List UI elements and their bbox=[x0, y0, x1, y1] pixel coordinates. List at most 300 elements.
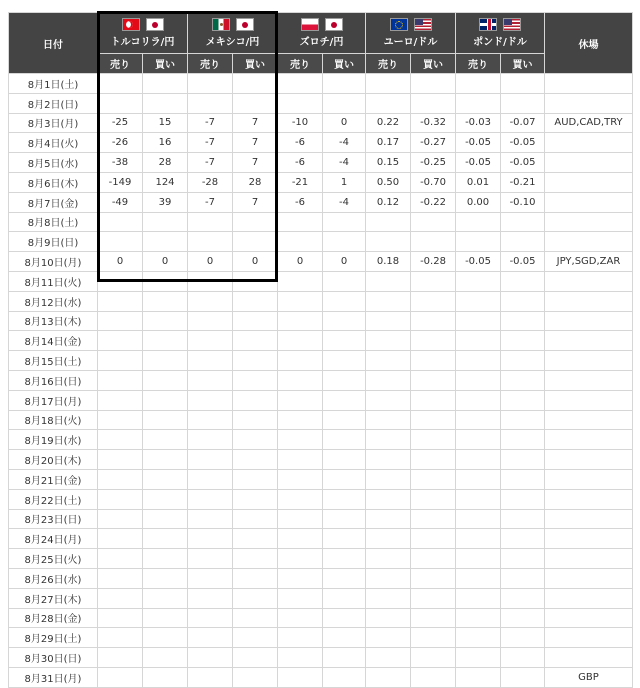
buy-value-cell bbox=[323, 529, 366, 549]
sell-value-cell: -0.03 bbox=[456, 113, 501, 133]
buy-value-cell bbox=[233, 549, 278, 569]
holiday-cell bbox=[545, 509, 633, 529]
sell-value-cell: 0 bbox=[278, 252, 323, 272]
table-row bbox=[9, 588, 633, 608]
buy-value-cell bbox=[501, 351, 545, 371]
buy-value-cell bbox=[233, 608, 278, 628]
buy-value-cell: 7 bbox=[233, 113, 278, 133]
buy-value-cell bbox=[411, 232, 456, 252]
buy-value-cell: 39 bbox=[143, 192, 188, 212]
buy-value-cell: 28 bbox=[143, 153, 188, 173]
buy-value-cell bbox=[411, 410, 456, 430]
sell-value-cell bbox=[98, 648, 143, 668]
buy-value-cell bbox=[233, 331, 278, 351]
buy-value-cell bbox=[233, 351, 278, 371]
sell-value-cell bbox=[278, 390, 323, 410]
buy-value-cell bbox=[233, 311, 278, 331]
holiday-cell bbox=[545, 568, 633, 588]
buy-value-cell bbox=[233, 489, 278, 509]
buy-value-cell bbox=[323, 370, 366, 390]
buy-value-cell bbox=[143, 549, 188, 569]
sell-value-cell bbox=[98, 232, 143, 252]
buy-header: 買い bbox=[233, 54, 278, 74]
buy-header: 買い bbox=[411, 54, 456, 74]
sell-value-cell bbox=[366, 74, 411, 94]
buy-value-cell bbox=[501, 311, 545, 331]
sell-value-cell bbox=[366, 529, 411, 549]
buy-value-cell: 7 bbox=[233, 192, 278, 212]
sell-value-cell bbox=[188, 489, 233, 509]
uk-flag-icon bbox=[479, 18, 497, 31]
sell-value-cell: -49 bbox=[98, 192, 143, 212]
buy-value-cell bbox=[143, 509, 188, 529]
japan-flag-icon bbox=[146, 18, 164, 31]
sell-value-cell bbox=[98, 588, 143, 608]
sell-value-cell bbox=[366, 628, 411, 648]
buy-value-cell bbox=[411, 291, 456, 311]
sell-value-cell bbox=[278, 212, 323, 232]
sell-value-cell bbox=[456, 410, 501, 430]
buy-header: 買い bbox=[143, 54, 188, 74]
date-cell: 8月16日(日) bbox=[9, 370, 98, 390]
sell-value-cell bbox=[456, 549, 501, 569]
sell-value-cell bbox=[366, 509, 411, 529]
holiday-cell bbox=[545, 390, 633, 410]
eu-flag-icon bbox=[390, 18, 408, 31]
sell-value-cell: 0.22 bbox=[366, 113, 411, 133]
sell-value-cell bbox=[366, 648, 411, 668]
buy-value-cell bbox=[323, 549, 366, 569]
buy-value-cell bbox=[411, 568, 456, 588]
holiday-cell bbox=[545, 172, 633, 192]
sell-value-cell bbox=[456, 430, 501, 450]
buy-value-cell bbox=[233, 648, 278, 668]
date-cell: 8月12日(水) bbox=[9, 291, 98, 311]
turkey-flag-icon bbox=[122, 18, 140, 31]
buy-value-cell bbox=[233, 568, 278, 588]
date-cell: 8月17日(月) bbox=[9, 390, 98, 410]
sell-value-cell bbox=[366, 390, 411, 410]
sell-value-cell bbox=[366, 351, 411, 371]
sell-value-cell bbox=[98, 568, 143, 588]
sell-value-cell bbox=[98, 370, 143, 390]
date-cell: 8月25日(火) bbox=[9, 549, 98, 569]
buy-value-cell bbox=[143, 291, 188, 311]
buy-value-cell bbox=[233, 628, 278, 648]
date-cell: 8月30日(日) bbox=[9, 648, 98, 668]
table-row bbox=[9, 608, 633, 628]
buy-value-cell: -0.05 bbox=[501, 252, 545, 272]
pair-header-pln-jpy bbox=[278, 13, 366, 54]
date-cell: 8月2日(日) bbox=[9, 93, 98, 113]
sell-value-cell bbox=[278, 291, 323, 311]
sell-value-cell: 0.18 bbox=[366, 252, 411, 272]
sell-value-cell bbox=[278, 549, 323, 569]
holiday-cell bbox=[545, 648, 633, 668]
buy-value-cell bbox=[411, 430, 456, 450]
sell-value-cell bbox=[456, 93, 501, 113]
table-row bbox=[9, 172, 633, 192]
buy-value-cell bbox=[501, 410, 545, 430]
table-row bbox=[9, 271, 633, 291]
holiday-cell bbox=[545, 311, 633, 331]
buy-value-cell bbox=[233, 232, 278, 252]
pair-header-gbp-usd bbox=[456, 13, 545, 54]
sell-header: 売り bbox=[98, 54, 143, 74]
buy-value-cell bbox=[501, 628, 545, 648]
buy-value-cell bbox=[143, 628, 188, 648]
sell-value-cell bbox=[278, 410, 323, 430]
sell-value-cell bbox=[188, 450, 233, 470]
holiday-cell bbox=[545, 430, 633, 450]
table-row bbox=[9, 252, 633, 272]
sell-value-cell bbox=[456, 271, 501, 291]
sell-value-cell bbox=[456, 489, 501, 509]
buy-value-cell bbox=[143, 271, 188, 291]
table-row bbox=[9, 568, 633, 588]
table-row bbox=[9, 291, 633, 311]
buy-value-cell bbox=[411, 212, 456, 232]
buy-value-cell bbox=[233, 370, 278, 390]
buy-value-cell: -0.05 bbox=[501, 133, 545, 153]
table-row bbox=[9, 648, 633, 668]
sell-value-cell bbox=[98, 489, 143, 509]
buy-value-cell: -0.27 bbox=[411, 133, 456, 153]
sell-value-cell bbox=[456, 529, 501, 549]
buy-value-cell bbox=[143, 74, 188, 94]
holiday-cell bbox=[545, 93, 633, 113]
buy-value-cell bbox=[233, 667, 278, 687]
buy-value-cell bbox=[143, 608, 188, 628]
sell-value-cell bbox=[278, 667, 323, 687]
date-cell: 8月6日(木) bbox=[9, 172, 98, 192]
sell-value-cell: 0.01 bbox=[456, 172, 501, 192]
date-cell: 8月22日(土) bbox=[9, 489, 98, 509]
date-cell: 8月28日(金) bbox=[9, 608, 98, 628]
holiday-cell bbox=[545, 331, 633, 351]
holiday-column-header: 休場 bbox=[545, 13, 633, 74]
buy-value-cell bbox=[501, 529, 545, 549]
buy-value-cell bbox=[233, 529, 278, 549]
sell-value-cell bbox=[188, 370, 233, 390]
date-cell: 8月24日(月) bbox=[9, 529, 98, 549]
buy-value-cell bbox=[143, 588, 188, 608]
sell-value-cell bbox=[98, 74, 143, 94]
buy-value-cell bbox=[411, 588, 456, 608]
buy-value-cell bbox=[233, 390, 278, 410]
sell-value-cell bbox=[366, 588, 411, 608]
buy-value-cell bbox=[143, 489, 188, 509]
buy-value-cell bbox=[501, 667, 545, 687]
buy-value-cell: 15 bbox=[143, 113, 188, 133]
sell-value-cell bbox=[278, 588, 323, 608]
date-cell: 8月31日(月) bbox=[9, 667, 98, 687]
sell-value-cell bbox=[366, 568, 411, 588]
buy-value-cell bbox=[233, 291, 278, 311]
buy-value-cell: -4 bbox=[323, 133, 366, 153]
buy-value-cell: 16 bbox=[143, 133, 188, 153]
buy-value-cell bbox=[323, 271, 366, 291]
buy-value-cell bbox=[323, 430, 366, 450]
buy-value-cell bbox=[143, 232, 188, 252]
holiday-cell bbox=[545, 588, 633, 608]
sell-value-cell bbox=[98, 608, 143, 628]
buy-value-cell bbox=[323, 450, 366, 470]
sell-value-cell bbox=[278, 509, 323, 529]
header-row bbox=[9, 13, 633, 54]
us-flag-icon bbox=[503, 18, 521, 31]
table-row bbox=[9, 232, 633, 252]
buy-value-cell bbox=[323, 331, 366, 351]
buy-header: 買い bbox=[501, 54, 545, 74]
buy-value-cell bbox=[411, 469, 456, 489]
buy-value-cell: -0.32 bbox=[411, 113, 456, 133]
table-body bbox=[9, 74, 633, 688]
table-row bbox=[9, 351, 633, 371]
sell-value-cell: -28 bbox=[188, 172, 233, 192]
buy-value-cell: -0.25 bbox=[411, 153, 456, 173]
holiday-cell bbox=[545, 370, 633, 390]
date-cell: 8月20日(木) bbox=[9, 450, 98, 470]
holiday-cell bbox=[545, 74, 633, 94]
buy-value-cell bbox=[323, 74, 366, 94]
date-cell: 8月27日(木) bbox=[9, 588, 98, 608]
table-row bbox=[9, 430, 633, 450]
sell-value-cell bbox=[456, 509, 501, 529]
buy-value-cell bbox=[143, 212, 188, 232]
buy-value-cell bbox=[143, 370, 188, 390]
buy-value-cell: -0.05 bbox=[501, 153, 545, 173]
buy-value-cell bbox=[501, 509, 545, 529]
sell-value-cell bbox=[366, 212, 411, 232]
buy-value-cell bbox=[501, 370, 545, 390]
sell-value-cell bbox=[98, 529, 143, 549]
sell-value-cell: -6 bbox=[278, 133, 323, 153]
holiday-cell bbox=[545, 192, 633, 212]
buy-value-cell bbox=[323, 212, 366, 232]
holiday-cell bbox=[545, 489, 633, 509]
us-flag-icon bbox=[414, 18, 432, 31]
buy-value-cell bbox=[143, 390, 188, 410]
sell-header: 売り bbox=[278, 54, 323, 74]
buy-value-cell bbox=[233, 212, 278, 232]
sell-value-cell bbox=[98, 430, 143, 450]
date-cell: 8月10日(月) bbox=[9, 252, 98, 272]
sell-value-cell bbox=[188, 311, 233, 331]
sell-value-cell bbox=[366, 410, 411, 430]
sell-value-cell bbox=[366, 291, 411, 311]
buy-value-cell bbox=[143, 430, 188, 450]
sell-value-cell bbox=[98, 331, 143, 351]
sell-value-cell bbox=[188, 232, 233, 252]
sell-value-cell: 0.50 bbox=[366, 172, 411, 192]
buy-value-cell: 0 bbox=[323, 113, 366, 133]
buy-value-cell bbox=[501, 588, 545, 608]
buy-value-cell bbox=[233, 469, 278, 489]
table-row bbox=[9, 153, 633, 173]
sell-value-cell: 0 bbox=[188, 252, 233, 272]
sell-value-cell bbox=[456, 608, 501, 628]
holiday-cell bbox=[545, 351, 633, 371]
sell-value-cell: -6 bbox=[278, 192, 323, 212]
japan-flag-icon bbox=[236, 18, 254, 31]
holiday-cell bbox=[545, 469, 633, 489]
buy-value-cell: 0 bbox=[233, 252, 278, 272]
sell-value-cell bbox=[98, 212, 143, 232]
sell-value-cell: -149 bbox=[98, 172, 143, 192]
sell-value-cell bbox=[278, 608, 323, 628]
holiday-cell: GBP bbox=[545, 667, 633, 687]
table-row bbox=[9, 133, 633, 153]
sell-value-cell bbox=[188, 212, 233, 232]
sell-value-cell bbox=[278, 628, 323, 648]
buy-value-cell bbox=[143, 410, 188, 430]
buy-value-cell bbox=[411, 74, 456, 94]
sell-value-cell bbox=[456, 212, 501, 232]
buy-value-cell: 0 bbox=[323, 252, 366, 272]
sell-value-cell bbox=[456, 311, 501, 331]
buy-value-cell: -4 bbox=[323, 153, 366, 173]
sell-value-cell bbox=[188, 529, 233, 549]
sell-value-cell bbox=[278, 331, 323, 351]
date-cell: 8月19日(水) bbox=[9, 430, 98, 450]
buy-value-cell bbox=[143, 450, 188, 470]
buy-value-cell bbox=[411, 489, 456, 509]
buy-value-cell bbox=[323, 390, 366, 410]
buy-value-cell bbox=[323, 568, 366, 588]
sell-value-cell bbox=[366, 311, 411, 331]
date-cell: 8月29日(土) bbox=[9, 628, 98, 648]
holiday-cell bbox=[545, 410, 633, 430]
buy-value-cell bbox=[233, 588, 278, 608]
buy-value-cell bbox=[501, 271, 545, 291]
sell-value-cell bbox=[188, 351, 233, 371]
sell-value-cell bbox=[456, 291, 501, 311]
buy-value-cell bbox=[501, 608, 545, 628]
table-row bbox=[9, 113, 633, 133]
sell-value-cell: -7 bbox=[188, 133, 233, 153]
sell-value-cell bbox=[98, 271, 143, 291]
table-row bbox=[9, 410, 633, 430]
sell-value-cell: -6 bbox=[278, 153, 323, 173]
sell-value-cell: -26 bbox=[98, 133, 143, 153]
sell-value-cell: 0 bbox=[98, 252, 143, 272]
buy-value-cell: -0.28 bbox=[411, 252, 456, 272]
table-row bbox=[9, 93, 633, 113]
sell-value-cell bbox=[366, 271, 411, 291]
sell-value-cell bbox=[278, 529, 323, 549]
sell-value-cell bbox=[278, 93, 323, 113]
holiday-cell: JPY,SGD,ZAR bbox=[545, 252, 633, 272]
buy-value-cell bbox=[501, 648, 545, 668]
sell-value-cell bbox=[278, 232, 323, 252]
sell-value-cell: 0.17 bbox=[366, 133, 411, 153]
sell-value-cell bbox=[366, 93, 411, 113]
sell-value-cell bbox=[278, 469, 323, 489]
buy-value-cell bbox=[143, 667, 188, 687]
buy-value-cell bbox=[501, 212, 545, 232]
table-row bbox=[9, 212, 633, 232]
buy-value-cell: 7 bbox=[233, 153, 278, 173]
sell-value-cell bbox=[188, 667, 233, 687]
buy-value-cell bbox=[501, 331, 545, 351]
date-cell: 8月8日(土) bbox=[9, 212, 98, 232]
sell-value-cell bbox=[188, 608, 233, 628]
buy-value-cell bbox=[233, 410, 278, 430]
table-row bbox=[9, 331, 633, 351]
buy-value-cell bbox=[501, 74, 545, 94]
buy-header: 買い bbox=[323, 54, 366, 74]
buy-value-cell bbox=[501, 390, 545, 410]
buy-value-cell bbox=[323, 351, 366, 371]
sell-header: 売り bbox=[188, 54, 233, 74]
sell-value-cell bbox=[188, 410, 233, 430]
buy-value-cell: 124 bbox=[143, 172, 188, 192]
holiday-cell bbox=[545, 232, 633, 252]
buy-value-cell bbox=[233, 74, 278, 94]
holiday-cell bbox=[545, 450, 633, 470]
holiday-cell bbox=[545, 529, 633, 549]
buy-value-cell bbox=[143, 648, 188, 668]
sell-value-cell bbox=[366, 469, 411, 489]
sell-value-cell bbox=[456, 370, 501, 390]
buy-value-cell bbox=[323, 93, 366, 113]
buy-value-cell bbox=[143, 529, 188, 549]
sell-value-cell: 0.12 bbox=[366, 192, 411, 212]
sell-value-cell bbox=[188, 568, 233, 588]
holiday-cell bbox=[545, 271, 633, 291]
sell-value-cell: -21 bbox=[278, 172, 323, 192]
sell-value-cell bbox=[278, 311, 323, 331]
buy-value-cell bbox=[501, 430, 545, 450]
holiday-cell bbox=[545, 133, 633, 153]
date-cell: 8月14日(金) bbox=[9, 331, 98, 351]
subheader-row bbox=[9, 54, 633, 74]
table-row bbox=[9, 311, 633, 331]
sell-value-cell bbox=[366, 667, 411, 687]
sell-value-cell bbox=[278, 74, 323, 94]
sell-value-cell bbox=[188, 549, 233, 569]
buy-value-cell bbox=[411, 390, 456, 410]
buy-value-cell bbox=[143, 331, 188, 351]
sell-value-cell bbox=[366, 489, 411, 509]
buy-value-cell bbox=[411, 628, 456, 648]
buy-value-cell bbox=[501, 93, 545, 113]
sell-value-cell: 0.00 bbox=[456, 192, 501, 212]
table-row bbox=[9, 489, 633, 509]
pair-header-eur-usd bbox=[366, 13, 456, 54]
sell-value-cell: -0.05 bbox=[456, 252, 501, 272]
table-row bbox=[9, 628, 633, 648]
buy-value-cell bbox=[501, 568, 545, 588]
sell-value-cell bbox=[366, 608, 411, 628]
sell-value-cell bbox=[98, 628, 143, 648]
sell-value-cell bbox=[188, 331, 233, 351]
buy-value-cell bbox=[233, 271, 278, 291]
sell-header: 売り bbox=[456, 54, 501, 74]
sell-value-cell: -0.05 bbox=[456, 133, 501, 153]
japan-flag-icon bbox=[325, 18, 343, 31]
date-cell: 8月7日(金) bbox=[9, 192, 98, 212]
buy-value-cell bbox=[143, 469, 188, 489]
sell-value-cell bbox=[98, 390, 143, 410]
poland-flag-icon bbox=[301, 18, 319, 31]
sell-value-cell bbox=[456, 74, 501, 94]
buy-value-cell bbox=[323, 667, 366, 687]
sell-value-cell bbox=[188, 74, 233, 94]
table-row bbox=[9, 667, 633, 687]
buy-value-cell: 0 bbox=[143, 252, 188, 272]
